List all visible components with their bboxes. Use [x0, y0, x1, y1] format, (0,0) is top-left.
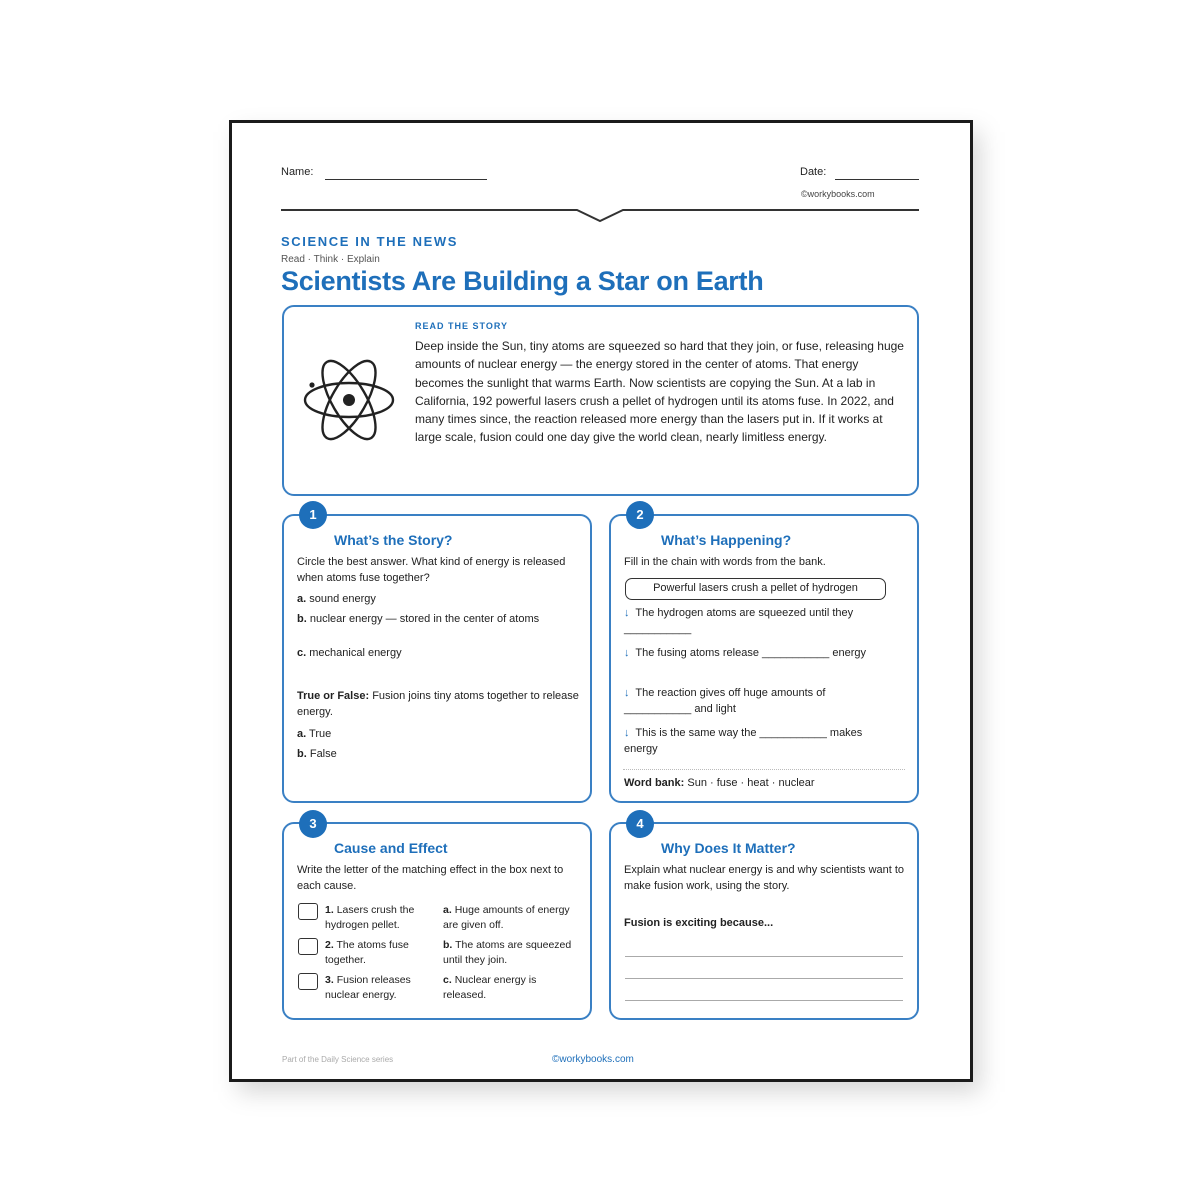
- tf-option-false[interactable]: b. False: [297, 748, 337, 760]
- answer-checkbox-2[interactable]: [298, 938, 318, 955]
- question-title: Cause and Effect: [334, 840, 448, 856]
- date-field-line[interactable]: [835, 179, 919, 180]
- effect-item: b. The atoms are squeezed until they join.: [443, 939, 572, 966]
- question-prompt: Circle the best answer. What kind of energy is released when atoms fuse together?: [297, 556, 566, 584]
- question-title: What’s the Story?: [334, 532, 453, 548]
- footer-series-note: Part of the Daily Science series: [282, 1055, 394, 1064]
- story-text: Deep inside the Sun, tiny atoms are squeezed so hard that they join, or fuse, releasing huge amounts of nuclear energy — the energy stored in the center of atoms. That energy becomes the sunlight that warms Earth. Now scientists are copying the Sun. At a lab in California, 192 powerful lasers crush a pellet of hydrogen until its atoms fuse. In 2022, and many times since, the reaction released more energy than the lasers put in. If it works at large scale, fusion could one day give the world clean, nearly limitless energy.: [415, 339, 904, 445]
- answer-checkbox-1[interactable]: [298, 903, 318, 920]
- tf-option-true[interactable]: a. True: [297, 728, 332, 740]
- answer-blank[interactable]: ___________: [624, 622, 692, 635]
- cause-item: 1. Lasers crush the hydrogen pellet.: [325, 904, 415, 931]
- header-copyright: ©workybooks.com: [801, 189, 875, 199]
- writing-line[interactable]: [625, 1000, 903, 1001]
- story-label: READ THE STORY: [415, 321, 509, 331]
- chain-step[interactable]: ↓ The fusing atoms release ___________ energy: [624, 647, 866, 659]
- writing-line[interactable]: [625, 956, 903, 957]
- question-title: What’s Happening?: [661, 532, 792, 548]
- writing-line[interactable]: [625, 978, 903, 979]
- cause-item: 2. The atoms fuse together.: [325, 939, 409, 966]
- answer-option-a[interactable]: a. sound energy: [297, 593, 376, 605]
- section-subkicker: Read · Think · Explain: [281, 254, 380, 265]
- answer-option-b[interactable]: b. nuclear energy — stored in the center of atoms: [297, 613, 540, 625]
- answer-blank[interactable]: ___________: [762, 647, 830, 659]
- question-number-badge: 4: [626, 810, 654, 838]
- answer-option-c[interactable]: c. mechanical energy: [297, 647, 402, 659]
- chain-step[interactable]: ↓ The hydrogen atoms are squeezed until they ___________: [624, 607, 854, 635]
- question-number-badge: 1: [299, 501, 327, 529]
- question-number-badge: 3: [299, 810, 327, 838]
- question-prompt: Write the letter of the matching effect in the box next to each cause.: [297, 864, 564, 892]
- chain-step[interactable]: ↓ This is the same way the ___________ makes energy: [624, 727, 863, 755]
- header-divider: [281, 198, 919, 224]
- question-title: Why Does It Matter?: [661, 840, 796, 856]
- down-arrow-icon: ↓: [624, 647, 630, 659]
- name-label: Name:: [281, 166, 314, 178]
- question-prompt: Fill in the chain with words from the bank.: [624, 556, 826, 568]
- footer-link[interactable]: ©workybooks.com: [552, 1054, 634, 1065]
- name-field-line[interactable]: [325, 179, 487, 180]
- effect-item: c. Nuclear energy is released.: [443, 974, 537, 1001]
- word-bank-divider: [623, 769, 905, 770]
- page-title: Scientists Are Building a Star on Earth: [281, 266, 764, 296]
- down-arrow-icon: ↓: [624, 727, 630, 739]
- word-bank: Word bank: Sun · fuse · heat · nuclear: [624, 777, 815, 789]
- cause-item: 3. Fusion releases nuclear energy.: [325, 974, 411, 1001]
- answer-checkbox-3[interactable]: [298, 973, 318, 990]
- down-arrow-icon: ↓: [624, 687, 630, 699]
- true-false-prompt: True or False: Fusion joins tiny atoms together to release energy.: [297, 690, 579, 718]
- atom-icon: [302, 352, 396, 446]
- question-prompt: Explain what nuclear energy is and why scientists want to make fusion work, using the story.: [624, 864, 905, 892]
- sentence-starter: Fusion is exciting because...: [624, 917, 774, 929]
- date-label: Date:: [800, 166, 827, 178]
- chain-step[interactable]: ↓ The reaction gives off huge amounts of ___________ and light: [624, 687, 826, 715]
- chain-start-box: Powerful lasers crush a pellet of hydrogen: [625, 578, 886, 600]
- effect-item: a. Huge amounts of energy are given off.: [443, 904, 570, 931]
- section-kicker: SCIENCE IN THE NEWS: [281, 234, 459, 249]
- answer-blank[interactable]: ___________: [759, 727, 827, 739]
- answer-blank[interactable]: ___________: [624, 702, 692, 715]
- question-number-badge: 2: [626, 501, 654, 529]
- down-arrow-icon: ↓: [624, 607, 630, 619]
